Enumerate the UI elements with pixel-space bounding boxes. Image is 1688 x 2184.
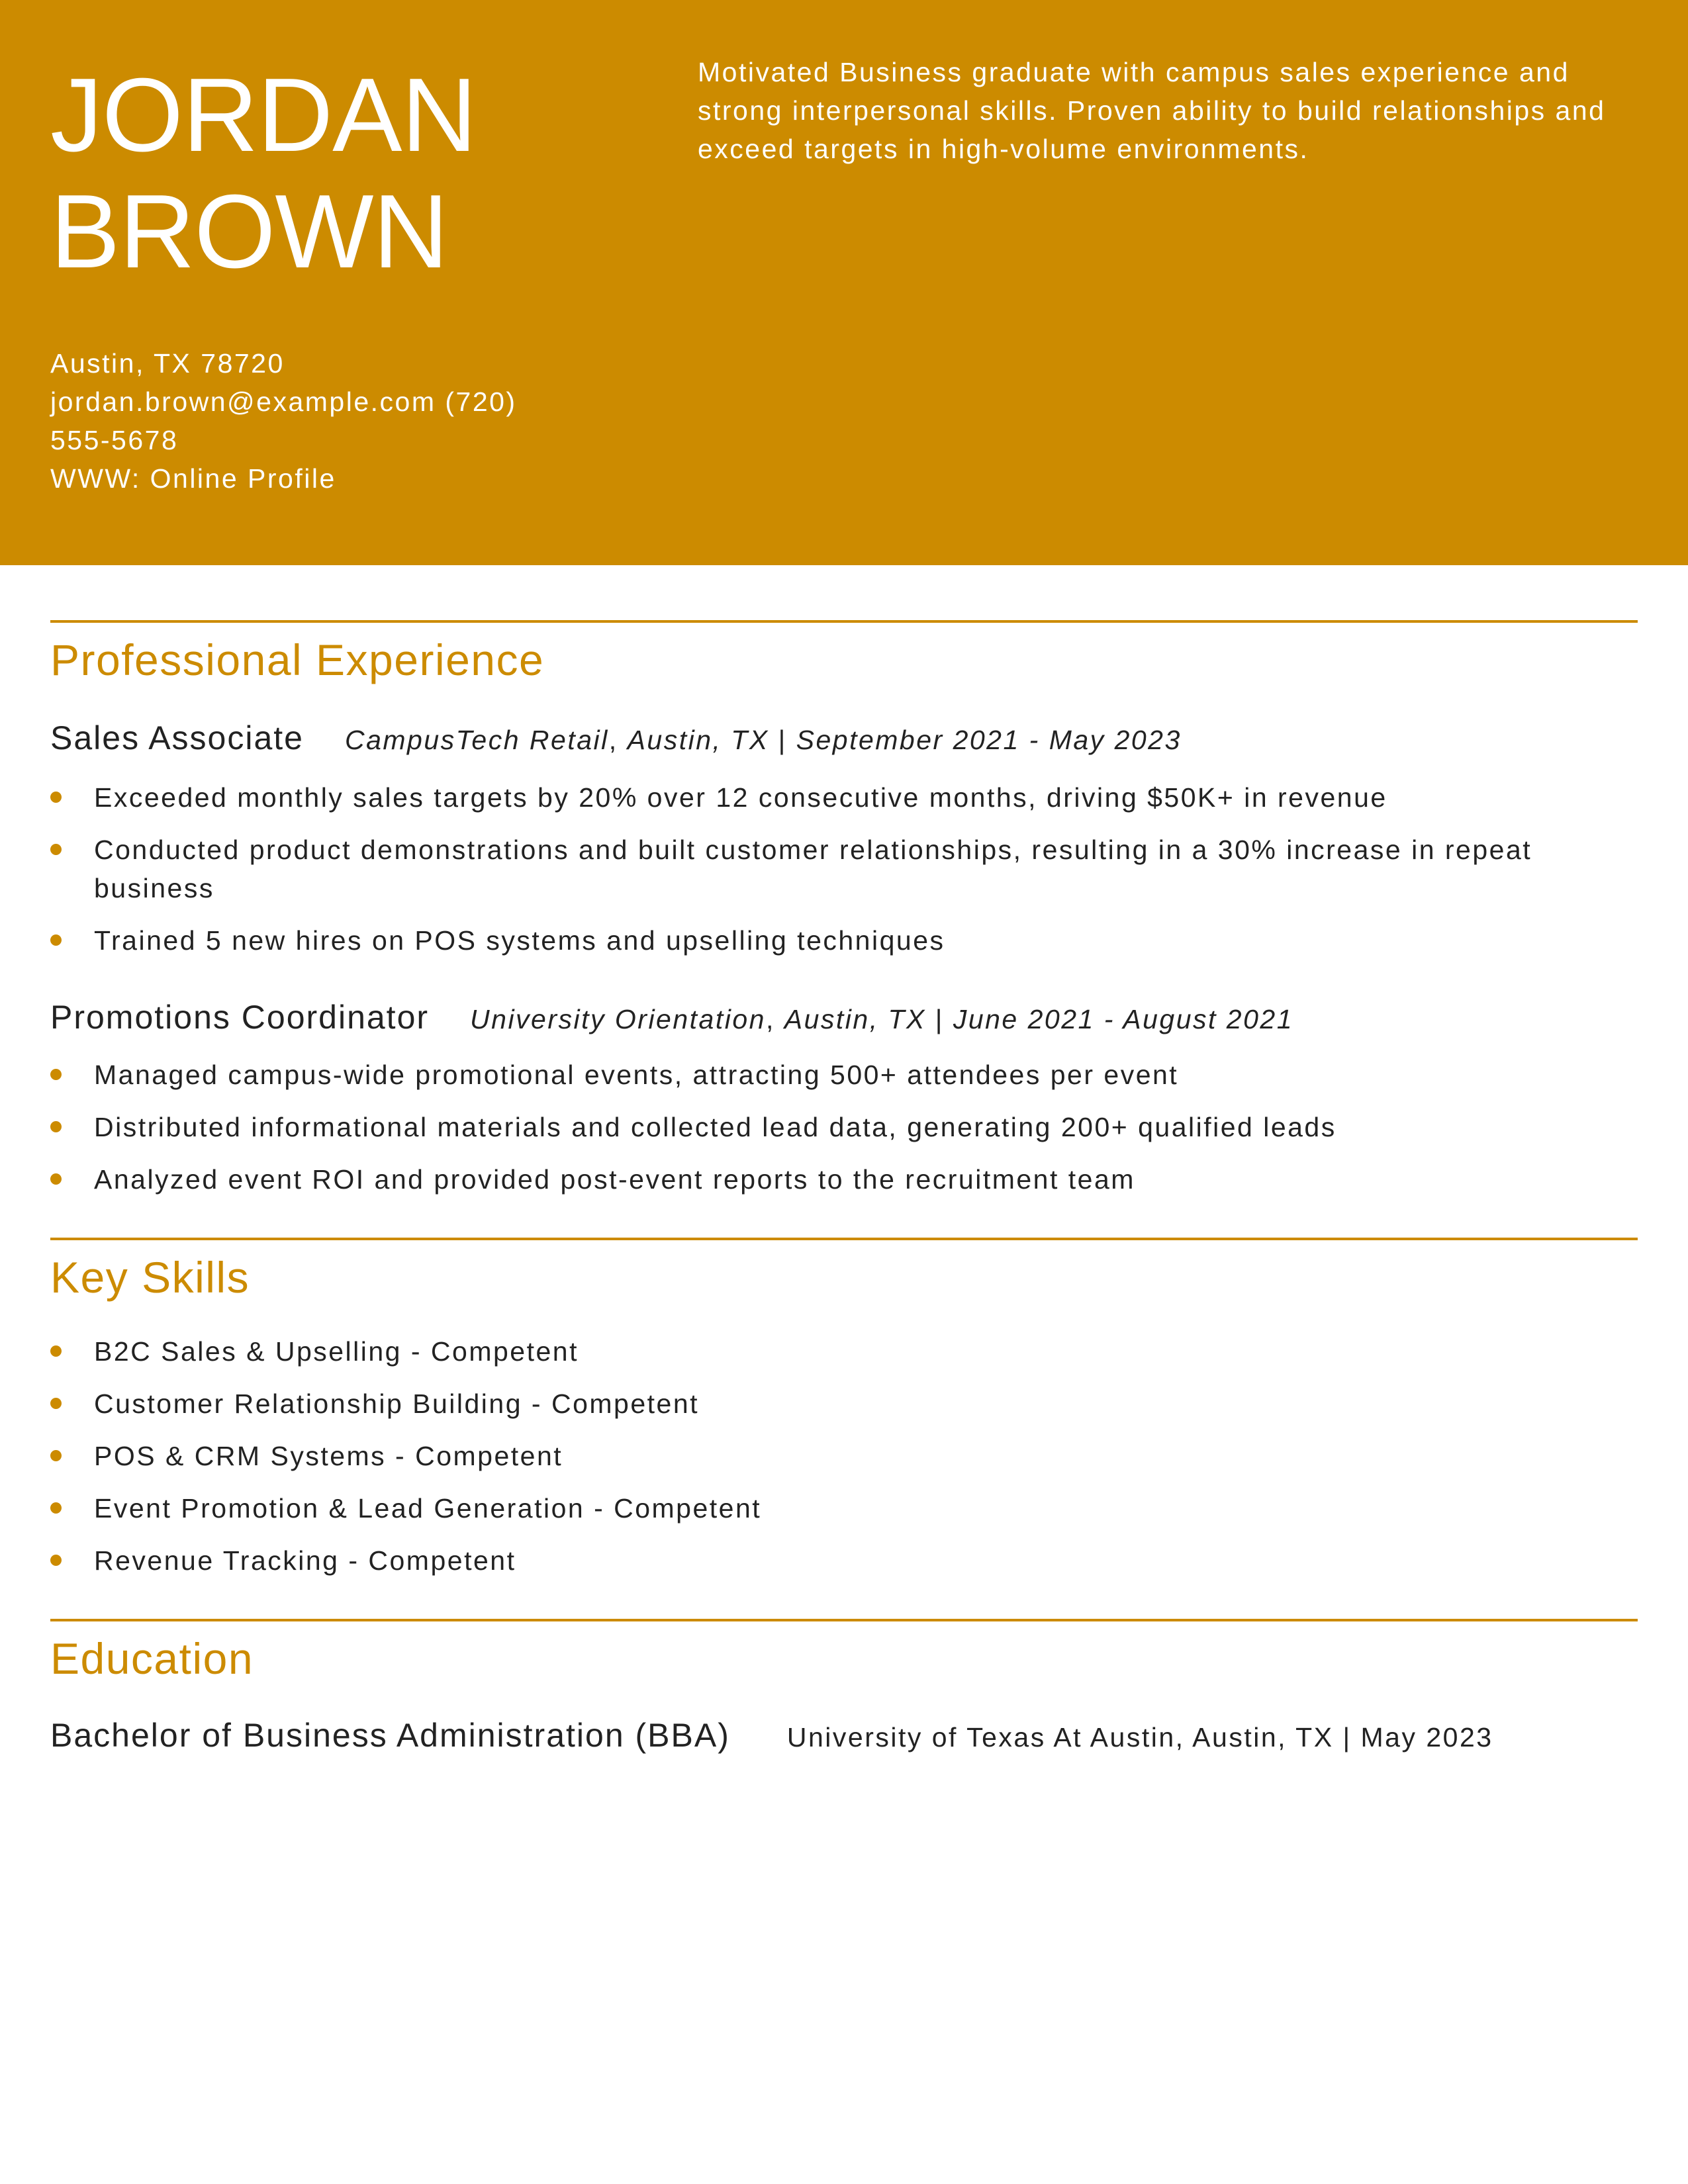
bullet-icon: [50, 1069, 62, 1080]
job-dates: June 2021 - August 2021: [953, 1004, 1293, 1034]
job-bullets: [50, 778, 1638, 974]
bullet-icon: [50, 1345, 62, 1357]
list-item: POS & CRM Systems - Competent: [50, 1437, 1638, 1475]
professional-summary: Motivated Business graduate with campus sales experience and strong interpersonal skills. Proven ability to build relationships and exceed targets in high-volume environments.: [698, 57, 1606, 164]
list-item: Revenue Tracking - Competent: [50, 1541, 1638, 1580]
job-location: Austin, TX: [627, 725, 769, 755]
section-title-experience: Professional Experience: [50, 635, 545, 684]
list-item: Event Promotion & Lead Generation - Competent: [50, 1489, 1638, 1527]
bullet-icon: [50, 844, 62, 855]
job-meta: University Orientation, Austin, TX | June 2021 - August 2021: [470, 1004, 1293, 1034]
list-item: Customer Relationship Building - Competent: [50, 1385, 1638, 1423]
bullet-icon: [50, 1121, 62, 1132]
job-meta: CampusTech Retail, Austin, TX | September 2021 - May 2023: [344, 725, 1182, 755]
bullet-icon: [50, 934, 62, 946]
contact-website[interactable]: WWW: Online Profile: [50, 463, 336, 494]
last-name: BROWN: [50, 173, 448, 290]
bullet-icon: [50, 1555, 62, 1566]
section-divider: [50, 620, 1638, 623]
bullet-icon: [50, 792, 62, 803]
job-company: CampusTech Retail: [344, 725, 609, 755]
degree: Bachelor of Business Administration (BBA): [50, 1717, 730, 1754]
section-divider: [50, 1619, 1638, 1621]
graduation-date: May 2023: [1360, 1722, 1493, 1752]
candidate-name: [50, 57, 477, 290]
bullet-icon: [50, 1450, 62, 1461]
contact-email-phone: jordan.brown@example.com (720): [50, 387, 517, 417]
skills-list: [50, 1332, 1638, 1594]
job-header: [50, 719, 1638, 757]
list-item: Conducted product demonstrations and built customer relationships, resulting in a 30% increase in repeat business: [50, 831, 1638, 907]
job-location: Austin, TX: [784, 1004, 926, 1034]
section-title-skills: Key Skills: [50, 1253, 250, 1302]
list-item: Distributed informational materials and collected lead data, generating 200+ qualified leads: [50, 1108, 1638, 1146]
bullet-icon: [50, 1398, 62, 1409]
job-dates: September 2021 - May 2023: [796, 725, 1182, 755]
list-item: Analyzed event ROI and provided post-event reports to the recruitment team: [50, 1160, 1638, 1199]
contact-location: Austin, TX 78720: [50, 348, 285, 379]
school: University of Texas At Austin: [786, 1722, 1176, 1752]
list-item: Trained 5 new hires on POS systems and upselling techniques: [50, 921, 1638, 960]
job-title: Promotions Coordinator: [50, 999, 430, 1036]
list-item: Managed campus-wide promotional events, attracting 500+ attendees per event: [50, 1056, 1638, 1094]
job-bullets: [50, 1056, 1638, 1212]
job-title: Sales Associate: [50, 719, 304, 756]
contact-phone: 555-5678: [50, 425, 179, 455]
resume-header: [0, 0, 1688, 565]
section-divider: [50, 1238, 1638, 1240]
list-item: B2C Sales & Upselling - Competent: [50, 1332, 1638, 1371]
education-entry: [50, 1716, 1638, 1754]
job-company: University Orientation: [470, 1004, 766, 1034]
list-item: Exceeded monthly sales targets by 20% over 12 consecutive months, driving $50K+ in revenue: [50, 778, 1638, 817]
education-meta: University of Texas At Austin, Austin, TX | May 2023: [786, 1722, 1493, 1752]
bullet-icon: [50, 1502, 62, 1514]
section-title-education: Education: [50, 1634, 254, 1683]
school-location: Austin, TX: [1192, 1722, 1334, 1752]
contact-info: [50, 344, 567, 498]
first-name: JORDAN: [50, 57, 477, 173]
job-header: [50, 998, 1638, 1036]
bullet-icon: [50, 1173, 62, 1185]
